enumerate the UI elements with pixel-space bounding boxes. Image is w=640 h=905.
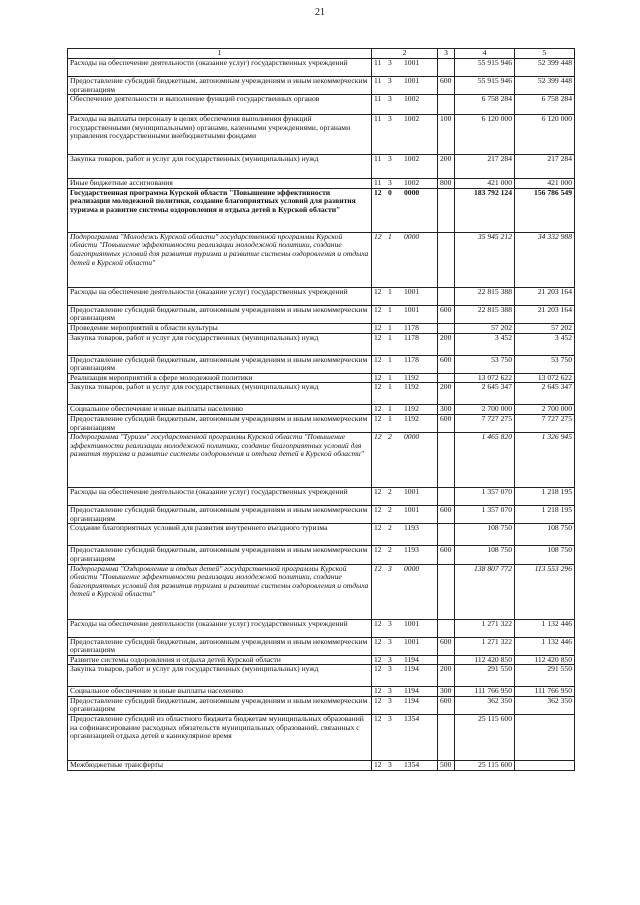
- amount-col4: 55 915 946: [455, 59, 515, 77]
- program-code: 11: [374, 178, 382, 188]
- row-code: [372, 405, 438, 415]
- table-row: [68, 383, 575, 405]
- subprogram-code: 2: [388, 545, 392, 555]
- amount-col4: 22 815 388: [455, 287, 515, 305]
- expense-type-code: 100: [438, 115, 455, 155]
- row-description: Государственная программа Курской области "Повышение эффективности реализации молодежной политики, создание благоприятных условий для развития туризма и развитие системы оздоровления и отдыха детей в Курской области": [68, 188, 372, 232]
- subprogram-code: 3: [388, 619, 392, 628]
- table-row: [68, 179, 575, 189]
- row-code: [372, 77, 438, 95]
- expense-type-code: 200: [438, 333, 455, 355]
- amount-col4: 25 115 600: [455, 761, 515, 771]
- expense-type-code: 500: [438, 761, 455, 771]
- direction-code: 1178: [404, 323, 419, 332]
- amount-col4: 183 792 124: [455, 188, 515, 232]
- direction-code: 1001: [404, 76, 420, 85]
- subprogram-code: 1: [388, 305, 392, 314]
- expense-type-code: [438, 655, 455, 665]
- expense-type-code: 600: [438, 506, 455, 524]
- expense-type-code: 300: [438, 687, 455, 697]
- subprogram-code: 1: [388, 232, 392, 241]
- program-code: 12: [374, 637, 382, 646]
- expense-type-code: 200: [438, 155, 455, 179]
- direction-code: 0000: [404, 188, 420, 197]
- subprogram-code: 3: [388, 714, 392, 724]
- expense-type-code: 600: [438, 637, 455, 655]
- subprogram-code: 1: [388, 414, 392, 423]
- program-code: 12: [374, 373, 382, 382]
- subprogram-code: 3: [388, 76, 392, 85]
- subprogram-code: 3: [388, 686, 392, 696]
- subprogram-code: 1: [388, 323, 392, 332]
- row-description: Иные бюджетные ассигнования: [68, 179, 372, 189]
- expense-type-code: 600: [438, 305, 455, 323]
- amount-col4: 217 284: [455, 155, 515, 179]
- direction-code: 1192: [404, 382, 419, 392]
- amount-col4: 1 271 322: [455, 637, 515, 655]
- row-code: [372, 619, 438, 637]
- row-description: Закупка товаров, работ и услуг для государственных (муниципальных) нужд: [68, 665, 372, 687]
- amount-col4: 108 750: [455, 524, 515, 546]
- expense-type-code: [438, 488, 455, 506]
- amount-col4: 362 350: [455, 696, 515, 714]
- amount-col5: 421 000: [515, 179, 575, 189]
- program-code: 11: [374, 94, 382, 104]
- table-row: [68, 687, 575, 697]
- table-row: [68, 115, 575, 155]
- header-cell: 4: [455, 49, 515, 59]
- amount-col5: 1 326 945: [515, 433, 575, 488]
- table-row: [68, 188, 575, 232]
- amount-col4: 7 727 275: [455, 414, 515, 432]
- header-cell: 3: [438, 49, 455, 59]
- direction-code: 1194: [404, 696, 419, 705]
- row-code: [372, 687, 438, 697]
- subprogram-code: 3: [388, 178, 392, 188]
- amount-col5: 362 350: [515, 696, 575, 714]
- row-description: Предоставление субсидий бюджетным, автономным учреждениям и иным некоммерческим организациям: [68, 696, 372, 714]
- program-code: 12: [374, 545, 382, 555]
- amount-col5: 3 452: [515, 333, 575, 355]
- program-code: 12: [374, 382, 382, 392]
- table-row: [68, 433, 575, 488]
- row-description: Предоставление субсидий бюджетным, автономным учреждениям и иным некоммерческим организациям: [68, 637, 372, 655]
- table-row: [68, 77, 575, 95]
- direction-code: 1001: [404, 58, 420, 67]
- subprogram-code: 3: [388, 94, 392, 104]
- amount-col5: 6 120 000: [515, 115, 575, 155]
- row-description: Расходы на обеспечение деятельности (оказание услуг) государственных учреждений: [68, 59, 372, 77]
- row-code: [372, 383, 438, 405]
- table-row: [68, 305, 575, 323]
- direction-code: 0000: [404, 564, 420, 573]
- program-code: 11: [374, 114, 382, 124]
- amount-col4: 22 815 388: [455, 305, 515, 323]
- subprogram-code: 1: [388, 404, 392, 414]
- subprogram-code: 3: [388, 696, 392, 705]
- program-code: 12: [374, 323, 382, 332]
- table-row: [68, 655, 575, 665]
- amount-col5: 2 645 347: [515, 383, 575, 405]
- program-code: 12: [374, 333, 382, 342]
- row-code: [372, 546, 438, 564]
- subprogram-code: 2: [388, 487, 392, 497]
- amount-col5: 21 203 164: [515, 305, 575, 323]
- program-code: 12: [374, 287, 382, 296]
- row-description: Предоставление субсидий бюджетным, автономным учреждениям и иным некоммерческим организациям: [68, 305, 372, 323]
- row-code: [372, 433, 438, 488]
- program-code: 12: [374, 655, 382, 664]
- expense-type-code: [438, 619, 455, 637]
- table-row: [68, 414, 575, 432]
- amount-col4: 111 766 950: [455, 687, 515, 697]
- expense-type-code: [438, 95, 455, 115]
- direction-code: 1001: [404, 619, 420, 628]
- direction-code: 1193: [404, 545, 419, 555]
- row-description: Предоставление субсидий бюджетным, автономным учреждениям и иным некоммерческим организациям: [68, 355, 372, 373]
- expense-type-code: [438, 715, 455, 761]
- table-row: [68, 155, 575, 179]
- program-code: 11: [374, 58, 382, 67]
- program-code: 12: [374, 696, 382, 705]
- amount-col4: 13 072 622: [455, 373, 515, 383]
- amount-col4: 108 750: [455, 546, 515, 564]
- program-code: 12: [374, 232, 382, 241]
- direction-code: 1354: [404, 760, 420, 770]
- expense-type-code: 600: [438, 355, 455, 373]
- table-row: [68, 95, 575, 115]
- row-code: [372, 115, 438, 155]
- amount-col4: 25 115 600: [455, 715, 515, 761]
- amount-col5: 1 132 446: [515, 619, 575, 637]
- program-code: 12: [374, 714, 382, 724]
- subprogram-code: 3: [388, 564, 392, 573]
- amount-col5: 7 727 275: [515, 414, 575, 432]
- direction-code: 1354: [404, 714, 420, 724]
- amount-col4: 112 420 850: [455, 655, 515, 665]
- expense-type-code: 800: [438, 179, 455, 189]
- expense-type-code: [438, 564, 455, 619]
- expense-type-code: [438, 287, 455, 305]
- subprogram-code: 3: [388, 664, 392, 674]
- amount-col5: 111 766 950: [515, 687, 575, 697]
- amount-col4: 1 271 322: [455, 619, 515, 637]
- row-code: [372, 59, 438, 77]
- amount-col4: 55 915 946: [455, 77, 515, 95]
- row-description: Обеспечение деятельности и выполнение функций государственных органов: [68, 95, 372, 115]
- subprogram-code: 3: [388, 637, 392, 646]
- program-code: 12: [374, 619, 382, 628]
- direction-code: 0000: [404, 232, 420, 241]
- amount-col5: 112 420 850: [515, 655, 575, 665]
- amount-col5: 57 202: [515, 323, 575, 333]
- row-description: Создание благоприятных условий для развития внутреннего въездного туризма: [68, 524, 372, 546]
- expense-type-code: [438, 188, 455, 232]
- amount-col4: 291 550: [455, 665, 515, 687]
- program-code: 12: [374, 414, 382, 423]
- amount-col4: 1 357 070: [455, 506, 515, 524]
- row-code: [372, 524, 438, 546]
- amount-col5: 52 399 448: [515, 77, 575, 95]
- table-row: [68, 619, 575, 637]
- row-description: Подпрограмма "Молодежь Курской области" государственной программы Курской области "Повышение эффективности реализации молодежной политики, создание благоприятных условий для развития туризма и развитие системы оздоровления и отдыха детей в Курской области": [68, 232, 372, 287]
- row-description: Закупка товаров, работ и услуг для государственных (муниципальных) нужд: [68, 155, 372, 179]
- program-code: 12: [374, 523, 382, 533]
- budget-table: [67, 48, 575, 771]
- subprogram-code: 2: [388, 432, 392, 442]
- expense-type-code: 200: [438, 383, 455, 405]
- expense-type-code: [438, 524, 455, 546]
- amount-col5: 217 284: [515, 155, 575, 179]
- program-code: 12: [374, 305, 382, 314]
- row-code: [372, 305, 438, 323]
- subprogram-code: 3: [388, 760, 392, 770]
- row-code: [372, 95, 438, 115]
- row-code: [372, 696, 438, 714]
- table-row: [68, 323, 575, 333]
- direction-code: 1194: [404, 664, 419, 674]
- expense-type-code: 300: [438, 405, 455, 415]
- row-code: [372, 488, 438, 506]
- amount-col4: 6 120 000: [455, 115, 515, 155]
- program-code: 12: [374, 564, 382, 573]
- page-number: 21: [315, 7, 325, 18]
- row-code: [372, 333, 438, 355]
- subprogram-code: 3: [388, 114, 392, 124]
- direction-code: 1002: [404, 178, 420, 188]
- amount-col4: 6 758 284: [455, 95, 515, 115]
- row-code: [372, 715, 438, 761]
- row-description: Предоставление субсидий бюджетным, автономным учреждениям и иным некоммерческим организациям: [68, 506, 372, 524]
- subprogram-code: 3: [388, 154, 392, 164]
- amount-col4: 1 465 820: [455, 433, 515, 488]
- amount-col5: 6 758 284: [515, 95, 575, 115]
- table-row: [68, 506, 575, 524]
- amount-col5: 52 399 448: [515, 59, 575, 77]
- row-description: Социальное обеспечение и иные выплаты населению: [68, 405, 372, 415]
- program-code: 11: [374, 76, 382, 85]
- direction-code: 1001: [404, 637, 420, 646]
- row-code: [372, 665, 438, 687]
- row-code: [372, 564, 438, 619]
- program-code: 12: [374, 432, 382, 442]
- expense-type-code: [438, 232, 455, 287]
- row-description: Проведение мероприятий в области культуры: [68, 323, 372, 333]
- row-description: Расходы на обеспечение деятельности (оказание услуг) государственных учреждений: [68, 287, 372, 305]
- header-cell: 5: [515, 49, 575, 59]
- row-code: [372, 655, 438, 665]
- amount-col5: 113 553 296: [515, 564, 575, 619]
- row-description: Социальное обеспечение и иные выплаты населению: [68, 687, 372, 697]
- direction-code: 1002: [404, 94, 420, 104]
- row-description: Расходы на обеспечение деятельности (оказание услуг) государственных учреждений: [68, 488, 372, 506]
- amount-col5: 156 786 549: [515, 188, 575, 232]
- amount-col5: 291 550: [515, 665, 575, 687]
- program-code: 12: [374, 505, 382, 515]
- table-row: [68, 665, 575, 687]
- amount-col4: 53 750: [455, 355, 515, 373]
- amount-col4: 138 807 772: [455, 564, 515, 619]
- amount-col5: 1 132 446: [515, 637, 575, 655]
- table-row: [68, 564, 575, 619]
- header-cell: 2: [372, 49, 438, 59]
- row-code: [372, 188, 438, 232]
- subprogram-code: 3: [388, 58, 392, 67]
- table-row: [68, 488, 575, 506]
- program-code: 12: [374, 188, 382, 197]
- row-description: Предоставление субсидий бюджетным, автономным учреждениям и иным некоммерческим организациям: [68, 77, 372, 95]
- direction-code: 1002: [404, 154, 420, 164]
- direction-code: 1178: [404, 355, 419, 364]
- expense-type-code: [438, 433, 455, 488]
- row-code: [372, 287, 438, 305]
- row-code: [372, 155, 438, 179]
- row-description: Межбюджетные трансферты: [68, 761, 372, 771]
- row-description: Подпрограмма "Оздоровление и отдых детей" государственной программы Курской области "Повышение эффективности реализации молодежной политики, создание благоприятных условий для развития туризма и развитие системы оздоровления и отдыха детей в Курской области": [68, 564, 372, 619]
- expense-type-code: [438, 373, 455, 383]
- amount-col4: 57 202: [455, 323, 515, 333]
- row-code: [372, 232, 438, 287]
- subprogram-code: 3: [388, 655, 392, 664]
- table-row: [68, 761, 575, 771]
- amount-col5: 2 700 000: [515, 405, 575, 415]
- row-description: Расходы на выплаты персоналу в целях обеспечения выполнения функций государственными (муниципальными) органами, казенными учреждениями, органами управления государственными внебюджетными фондами: [68, 115, 372, 155]
- amount-col5: 34 332 988: [515, 232, 575, 287]
- row-description: Развитие системы оздоровления и отдыха детей Курской области: [68, 655, 372, 665]
- row-code: [372, 414, 438, 432]
- amount-col4: 421 000: [455, 179, 515, 189]
- program-code: 12: [374, 686, 382, 696]
- table-row: [68, 232, 575, 287]
- subprogram-code: 1: [388, 382, 392, 392]
- program-code: 12: [374, 760, 382, 770]
- amount-col4: 35 945 212: [455, 232, 515, 287]
- table-row: [68, 715, 575, 761]
- direction-code: 0000: [404, 432, 420, 442]
- expense-type-code: 600: [438, 546, 455, 564]
- program-code: 12: [374, 404, 382, 414]
- table-row: [68, 696, 575, 714]
- row-code: [372, 637, 438, 655]
- row-description: Подпрограмма "Туризм" государственной программы Курской области "Повышение эффективности реализации молодежной политики, создание благоприятных условий для развития туризма и развитие системы оздоровления и отдыха детей в Курской области": [68, 433, 372, 488]
- expense-type-code: [438, 59, 455, 77]
- amount-col5: 53 750: [515, 355, 575, 373]
- row-description: Реализация мероприятий в сфере молодежной политики: [68, 373, 372, 383]
- expense-type-code: [438, 323, 455, 333]
- amount-col5: [515, 761, 575, 771]
- program-code: 12: [374, 664, 382, 674]
- program-code: 11: [374, 154, 382, 164]
- table-row: [68, 59, 575, 77]
- amount-col4: 2 700 000: [455, 405, 515, 415]
- direction-code: 1178: [404, 333, 419, 342]
- direction-code: 1002: [404, 114, 420, 124]
- amount-col4: 1 357 070: [455, 488, 515, 506]
- row-description: Закупка товаров, работ и услуг для государственных (муниципальных) нужд: [68, 333, 372, 355]
- amount-col5: 1 218 195: [515, 506, 575, 524]
- subprogram-code: 1: [388, 333, 392, 342]
- amount-col4: 2 645 347: [455, 383, 515, 405]
- expense-type-code: 600: [438, 414, 455, 432]
- table-row: [68, 287, 575, 305]
- subprogram-code: 1: [388, 373, 392, 382]
- amount-col5: 21 203 164: [515, 287, 575, 305]
- table-header-row: [68, 49, 575, 59]
- direction-code: 1194: [404, 655, 419, 664]
- program-code: 12: [374, 355, 382, 364]
- direction-code: 1192: [404, 373, 419, 382]
- row-code: [372, 373, 438, 383]
- subprogram-code: 0: [388, 188, 392, 197]
- row-code: [372, 761, 438, 771]
- program-code: 12: [374, 487, 382, 497]
- direction-code: 1194: [404, 686, 419, 696]
- expense-type-code: 600: [438, 696, 455, 714]
- amount-col5: [515, 715, 575, 761]
- direction-code: 1001: [404, 305, 420, 314]
- amount-col4: 3 452: [455, 333, 515, 355]
- row-description: Закупка товаров, работ и услуг для государственных (муниципальных) нужд: [68, 383, 372, 405]
- direction-code: 1192: [404, 414, 419, 423]
- subprogram-code: 2: [388, 523, 392, 533]
- direction-code: 1193: [404, 523, 419, 533]
- expense-type-code: 200: [438, 665, 455, 687]
- row-description: Предоставление субсидий бюджетным, автономным учреждениям и иным некоммерческим организациям: [68, 414, 372, 432]
- table-row: [68, 546, 575, 564]
- expense-type-code: 600: [438, 77, 455, 95]
- row-description: Предоставление субсидий из областного бюджета бюджетам муниципальных образований на софинансирование расходных обязательств муниципальных образований, связанных с организацией отдыха детей в каникулярное время: [68, 715, 372, 761]
- direction-code: 1001: [404, 505, 420, 515]
- amount-col5: 1 218 195: [515, 488, 575, 506]
- table-row: [68, 355, 575, 373]
- amount-col5: 108 750: [515, 524, 575, 546]
- direction-code: 1001: [404, 287, 420, 296]
- row-description: Предоставление субсидий бюджетным, автономным учреждениям и иным некоммерческим организациям: [68, 546, 372, 564]
- table-row: [68, 405, 575, 415]
- amount-col5: 13 072 622: [515, 373, 575, 383]
- direction-code: 1001: [404, 487, 420, 497]
- subprogram-code: 2: [388, 505, 392, 515]
- row-code: [372, 506, 438, 524]
- header-cell: 1: [68, 49, 372, 59]
- amount-col5: 108 750: [515, 546, 575, 564]
- table-row: [68, 637, 575, 655]
- subprogram-code: 1: [388, 287, 392, 296]
- row-code: [372, 179, 438, 189]
- subprogram-code: 1: [388, 355, 392, 364]
- direction-code: 1192: [404, 404, 419, 414]
- table-row: [68, 524, 575, 546]
- row-description: Расходы на обеспечение деятельности (оказание услуг) государственных учреждений: [68, 619, 372, 637]
- row-code: [372, 355, 438, 373]
- row-code: [372, 323, 438, 333]
- table-row: [68, 333, 575, 355]
- table-row: [68, 373, 575, 383]
